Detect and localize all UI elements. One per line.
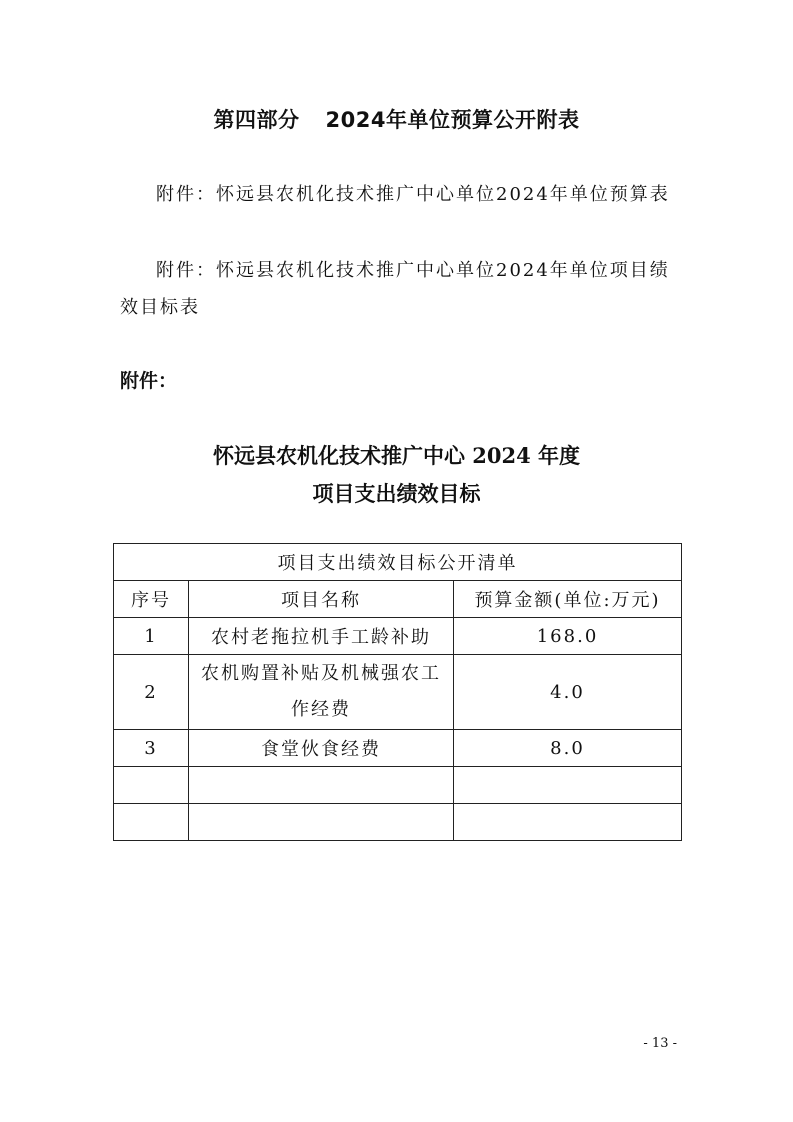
table-caption: 项目支出绩效目标公开清单 [114, 544, 682, 581]
header-index: 序号 [114, 581, 189, 618]
section-title [0, 104, 793, 134]
cell-budget-amount: 8.0 [454, 730, 682, 767]
document-title-line-1: 怀远县农机化技术推广中心 2024 年度 [212, 443, 581, 468]
cell-index [114, 804, 189, 841]
cell-project-name: 农机购置补贴及机械强农工作经费 [189, 655, 454, 730]
section-title-name: 2024年单位预算公开附表 [325, 108, 580, 132]
cell-project-name [189, 804, 454, 841]
attachment-paragraph-1: 附件：怀远县农机化技术推广中心单位2024年单位预算表 [156, 184, 670, 205]
cell-index: 2 [114, 655, 189, 730]
cell-budget-amount: 4.0 [454, 655, 682, 730]
cell-budget-amount [454, 804, 682, 841]
page-number: - 13 - [643, 1036, 677, 1051]
table-row [114, 767, 682, 804]
cell-index: 1 [114, 618, 189, 655]
cell-budget-amount [454, 767, 682, 804]
cell-project-name [189, 767, 454, 804]
table-row [114, 655, 682, 730]
attachment-paragraph-2: 附件：怀远县农机化技术推广中心单位2024年单位项目绩效目标表 [120, 260, 670, 318]
section-title-part: 第四部分 [213, 108, 300, 132]
performance-table [113, 543, 682, 841]
table-row [114, 804, 682, 841]
cell-project-name: 食堂伙食经费 [189, 730, 454, 767]
cell-index: 3 [114, 730, 189, 767]
table-row [114, 618, 682, 655]
table-row [114, 730, 682, 767]
header-project-name: 项目名称 [189, 581, 454, 618]
attachment-label: 附件： [120, 370, 178, 392]
cell-project-name: 农村老拖拉机手工龄补助 [189, 618, 454, 655]
cell-index [114, 767, 189, 804]
header-budget-amount: 预算金额(单位:万元) [454, 581, 682, 618]
cell-budget-amount: 168.0 [454, 618, 682, 655]
document-title-line-2: 项目支出绩效目标 [312, 481, 481, 506]
